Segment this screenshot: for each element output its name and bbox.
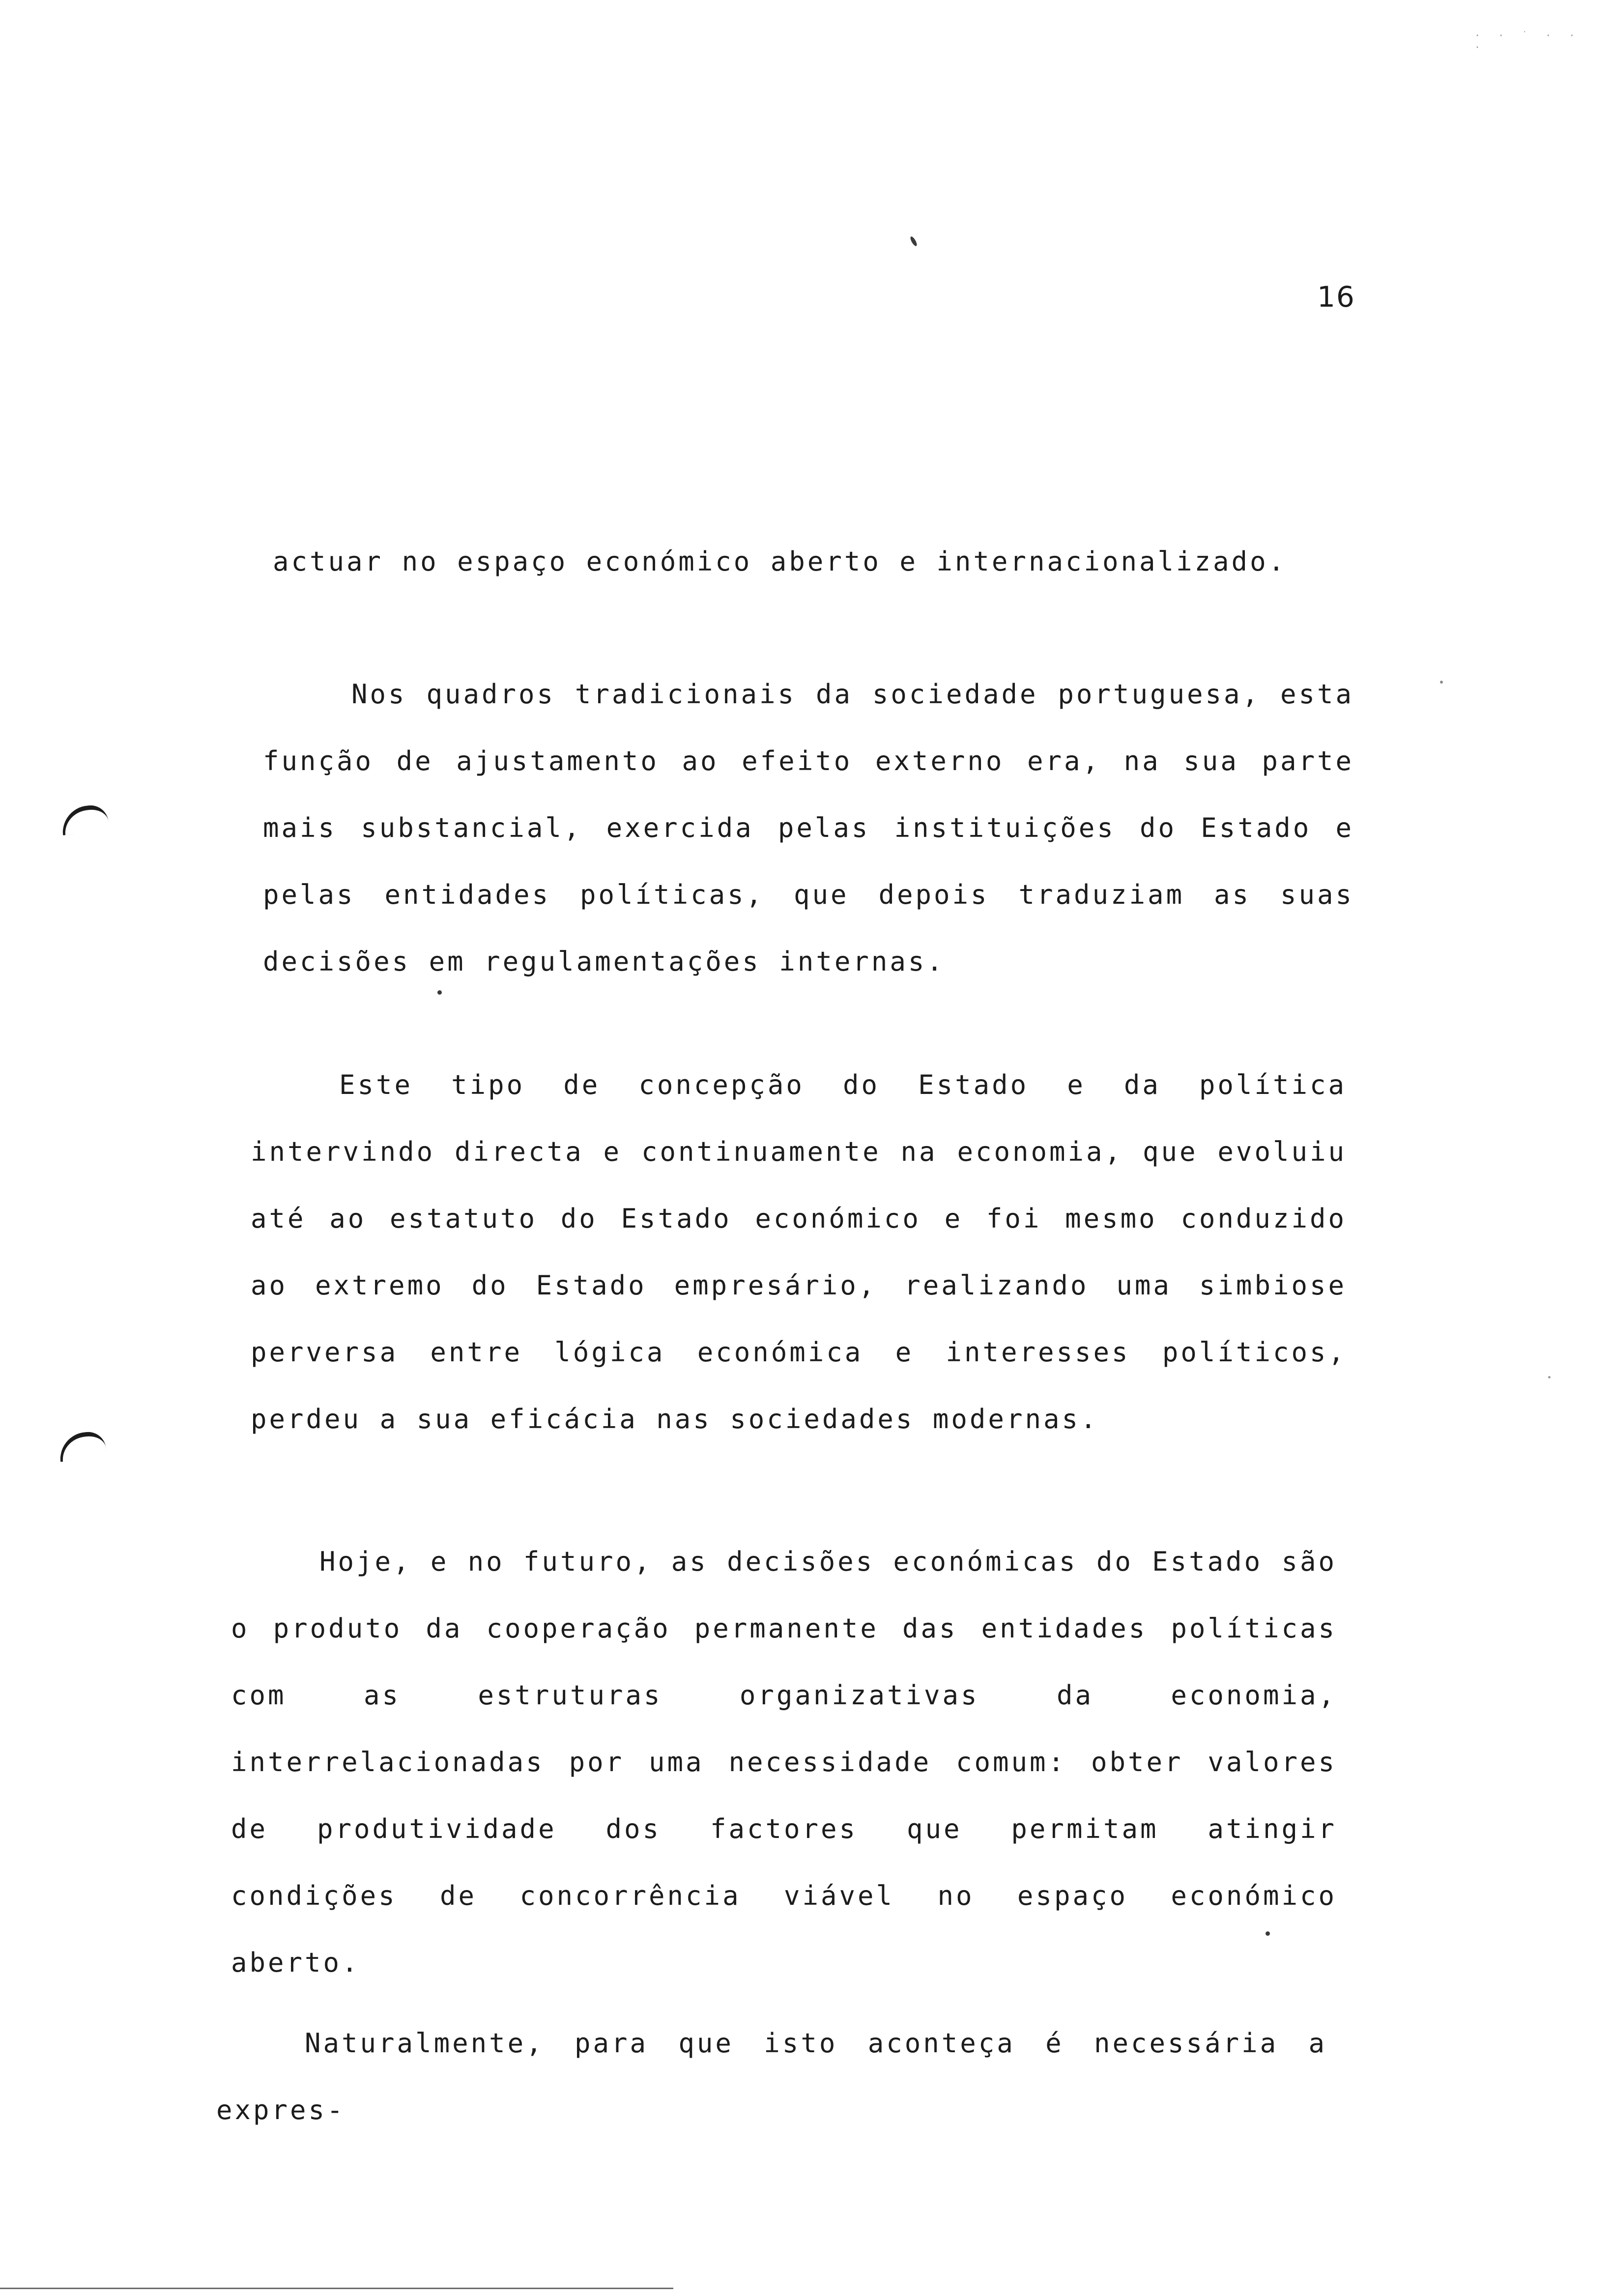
paragraph-3: Este tipo de concepção do Estado e da política intervindo directa e continuamente na economia, que evoluiu até ao estatuto do Estado económico e foi mesmo conduzido ao extremo do Estado empresário, realizando uma simbiose perversa entre lógica económica e interesses políticos, perdeu a sua eficácia nas sociedades modernas. — [251, 1069, 1347, 1435]
paragraph-4: Hoje, e no futuro, as decisões económicas do Estado são o produto da cooperação permanente das entidades políticas com as estruturas organizativas da economia, interrelacionadas por uma necessidade comum: obter valores de produtividade dos factores que permitam atingir condições de concorrência viável no espaço económico aberto. — [231, 1546, 1337, 1978]
scan-noise: · · ˙ · · · — [1474, 29, 1581, 53]
binder-hole-mark — [58, 1430, 107, 1462]
scan-mark — [1548, 1376, 1551, 1378]
scan-mark — [1440, 681, 1443, 684]
paragraph-2: Nos quadros tradicionais da sociedade portuguesa, esta função de ajustamento ao efeito externo era, na sua parte mais substancial, exercida pelas instituições do Estado e pelas entidades políticas, que depois traduziam as suas decisões em regulamentações internas. — [263, 679, 1354, 977]
binder-hole-mark — [60, 804, 109, 835]
paragraph-1: actuar no espaço económico aberto e internacionalizado. — [273, 546, 1287, 577]
scan-mark — [1266, 1931, 1270, 1936]
paragraph-5: Naturalmente, para que isto aconteça é necessária a expres- — [216, 2028, 1327, 2125]
page-bottom-rule — [0, 2288, 673, 2289]
scan-mark — [437, 990, 442, 995]
scan-mark — [909, 235, 918, 247]
page-number: 16 — [1317, 280, 1355, 314]
